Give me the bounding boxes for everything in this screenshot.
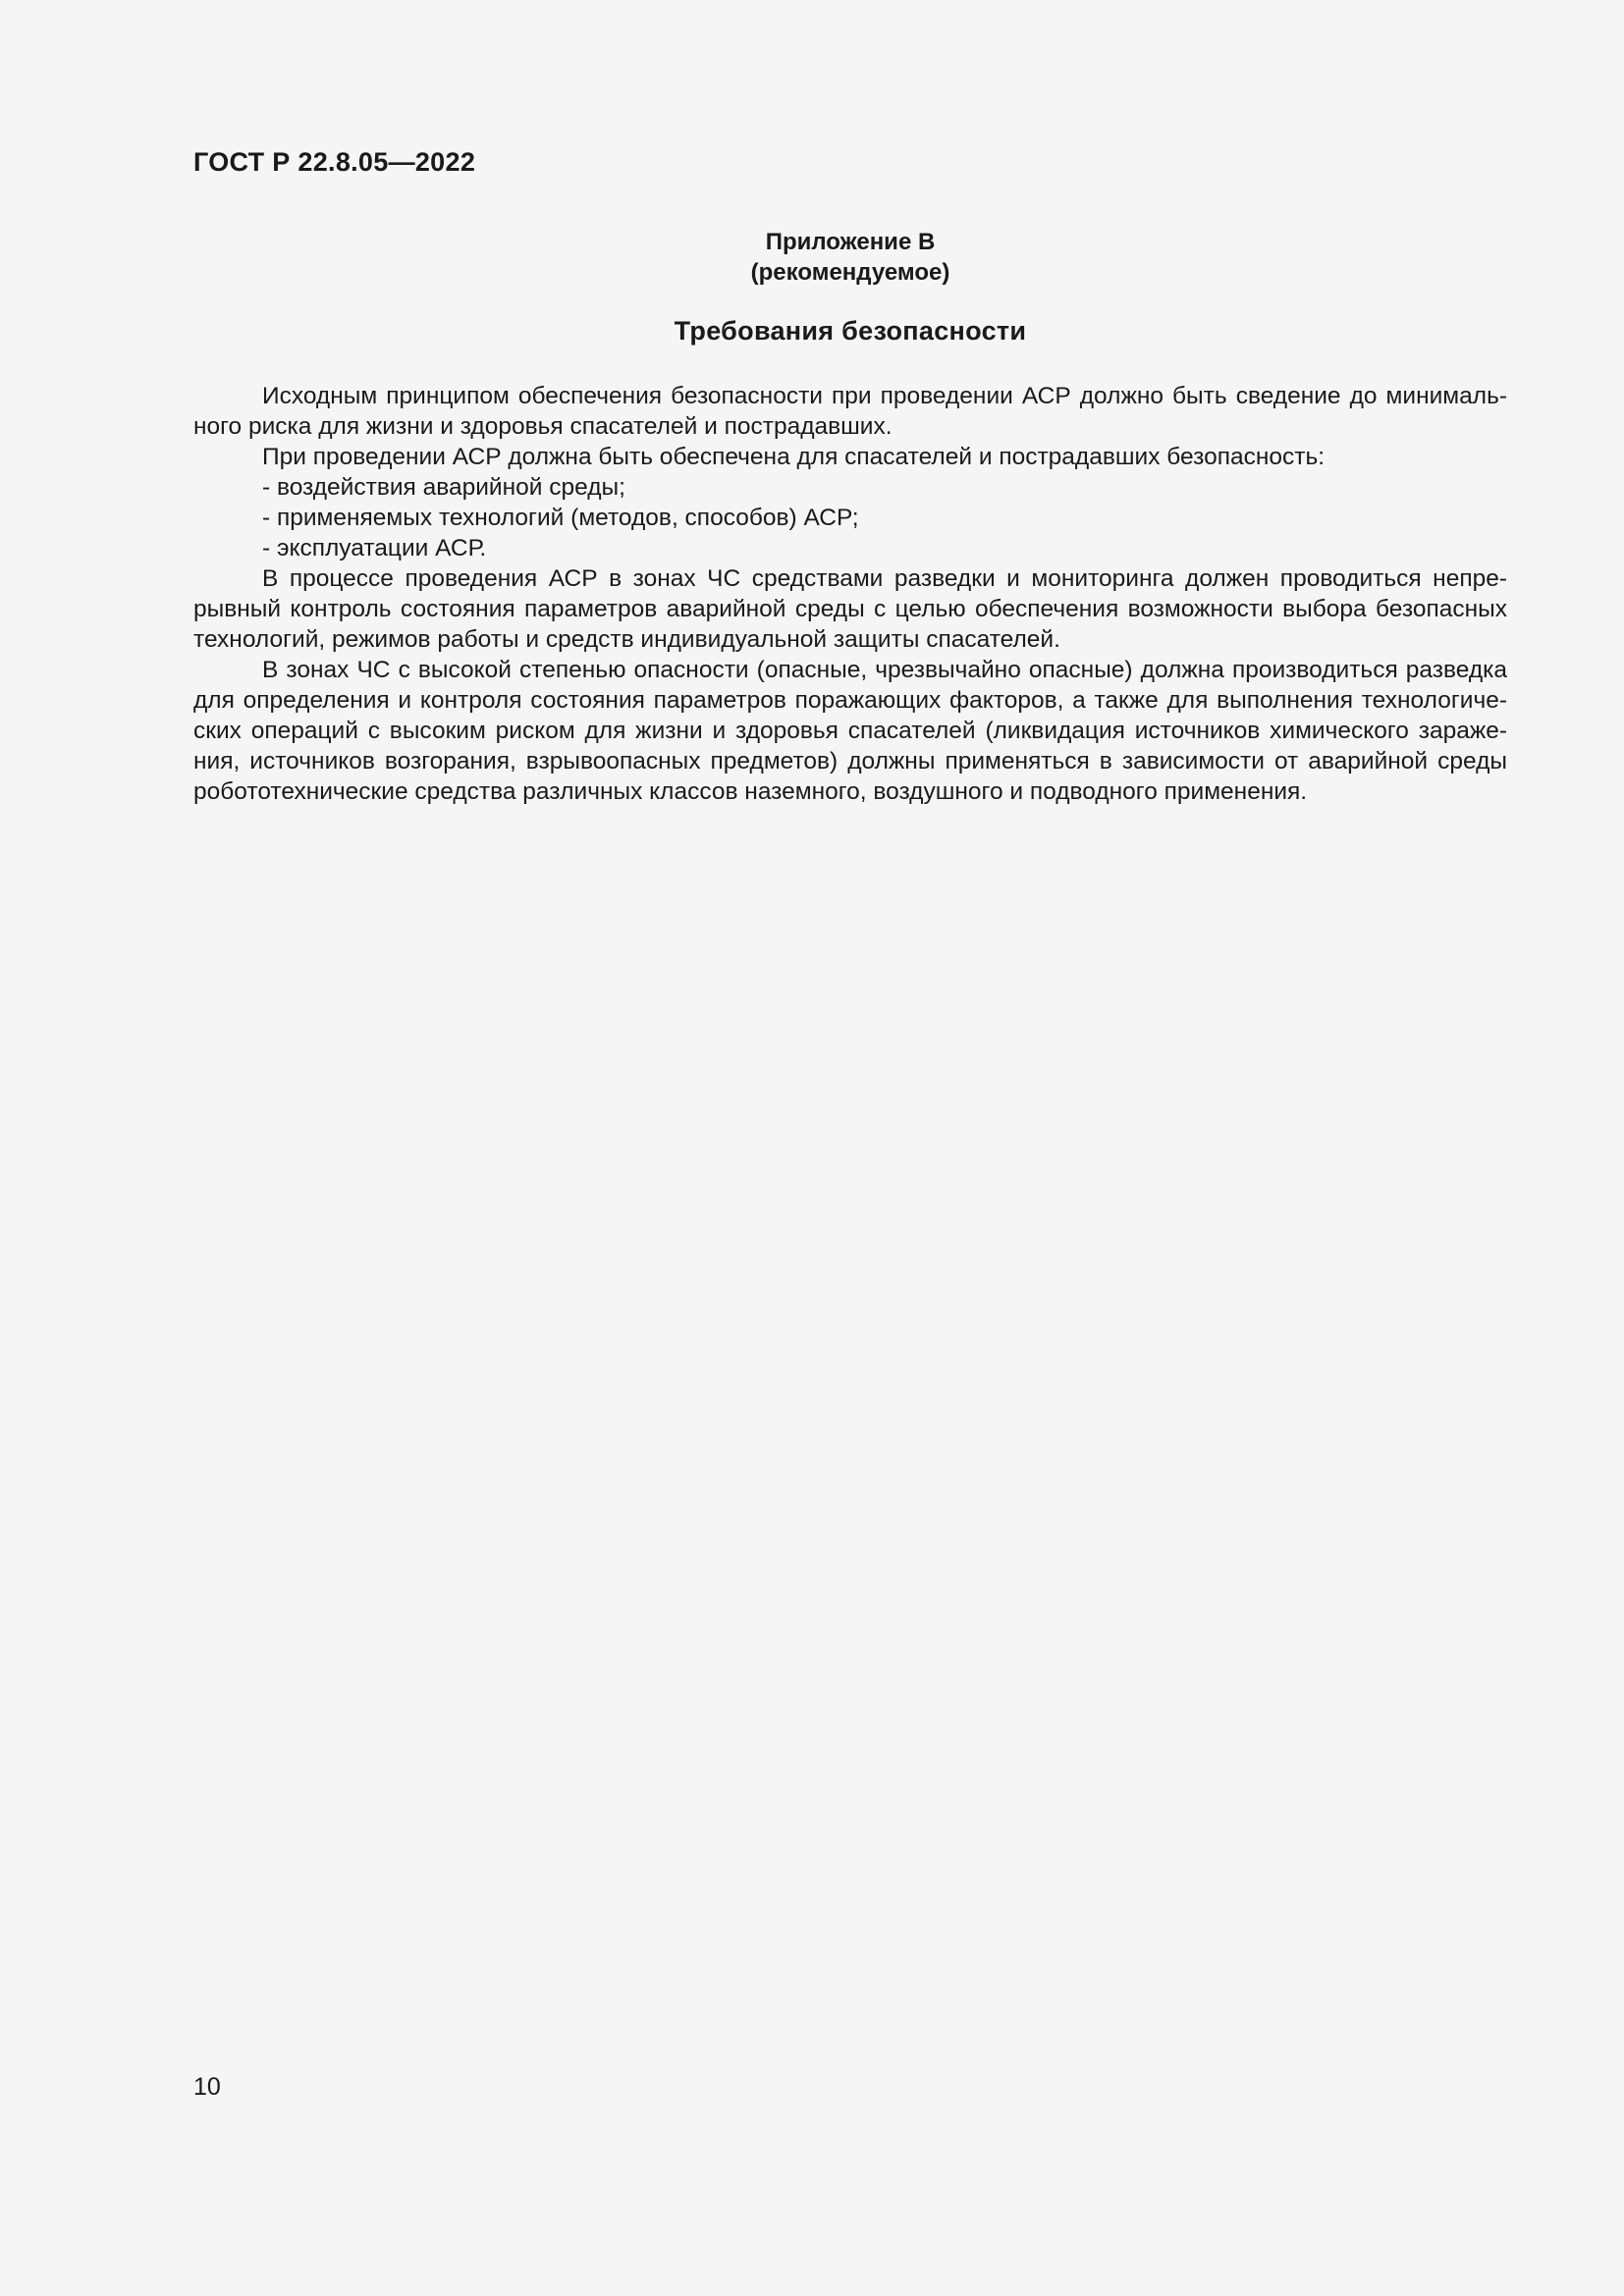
- document-header: ГОСТ Р 22.8.05—2022: [193, 147, 476, 177]
- section-title: Требования безопасности: [674, 316, 1027, 346]
- text-line: При проведении АСР должна быть обеспечена для спасателей и пострадавших безопасность:: [262, 444, 1326, 470]
- text-line: ских операций с высоким риском для жизни и здоровья спасателей (ликвидация источников химического зараже-: [193, 718, 1507, 744]
- text-line: - воздействия аварийной среды;: [262, 474, 625, 501]
- text-line: ного риска для жизни и здоровья спасателей и пострадавших.: [193, 413, 893, 440]
- appendix-heading: [193, 227, 1507, 288]
- text-line: - применяемых технологий (методов, способов) АСР;: [262, 505, 859, 531]
- text-line: В процессе проведения АСР в зонах ЧС средствами разведки и мониторинга должен проводиться непре-: [262, 565, 1507, 592]
- text-line: для определения и контроля состояния параметров поражающих факторов, а также для выполнения технологиче-: [193, 687, 1507, 714]
- text-line: технологий, режимов работы и средств индивидуальной защиты спасателей.: [193, 626, 1060, 653]
- text-line: ния, источников возгорания, взрывоопасных предметов) должны применяться в зависимости от аварийной среды: [193, 748, 1507, 774]
- text-line: рывный контроль состояния параметров аварийной среды с целью обеспечения возможности выбора безопасных: [193, 596, 1507, 622]
- appendix-status: (рекомендуемое): [750, 259, 950, 286]
- page-number: 10: [193, 2073, 221, 2101]
- text-line: - эксплуатации АСР.: [262, 535, 487, 561]
- text-line: Исходным принципом обеспечения безопасности при проведении АСР должно быть сведение до минималь-: [262, 383, 1507, 409]
- text-line: В зонах ЧС с высокой степенью опасности (опасные, чрезвычайно опасные) должна производиться разведка: [262, 657, 1507, 683]
- text-line: робототехнические средства различных классов наземного, воздушного и подводного применения.: [193, 778, 1308, 805]
- body-text: [193, 381, 1507, 807]
- appendix-label: Приложение В: [765, 229, 936, 255]
